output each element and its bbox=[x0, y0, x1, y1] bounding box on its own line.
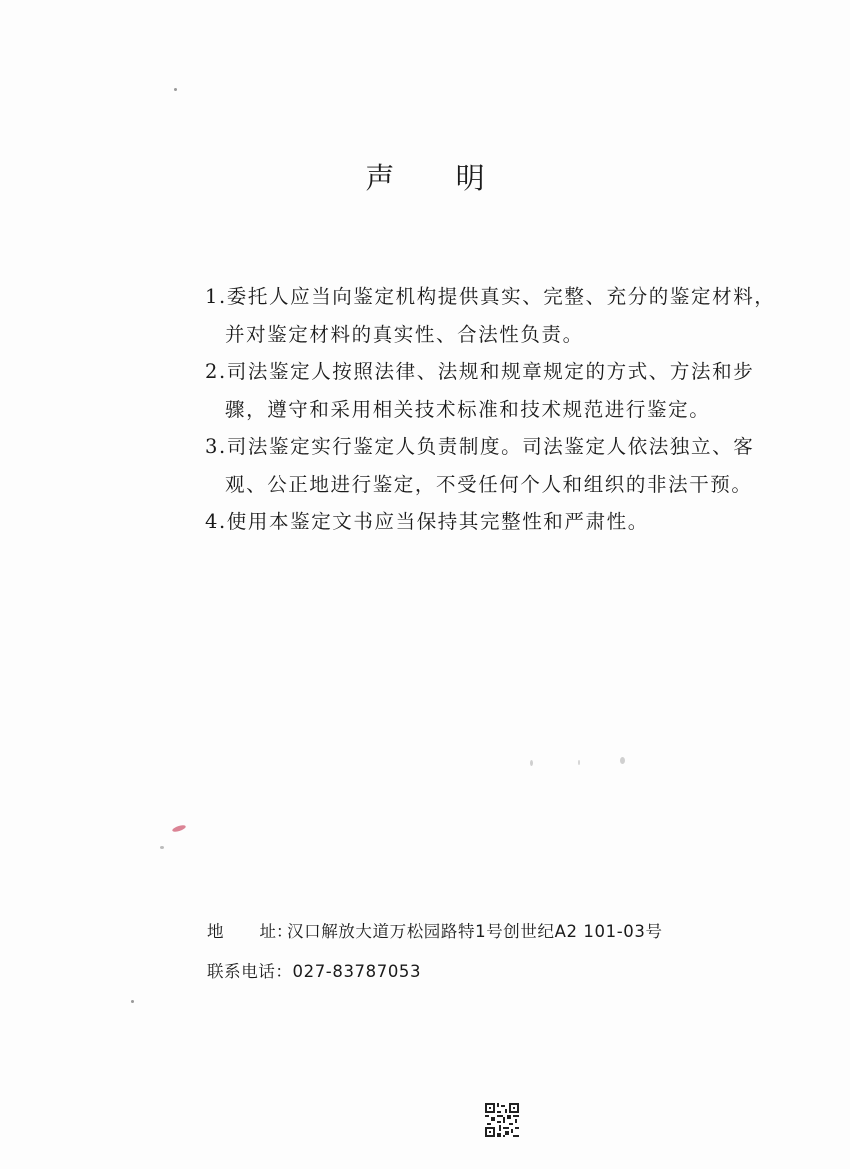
page-title: 声 明 bbox=[365, 161, 511, 195]
declaration-item-2-line-2: 骤，遵守和采用相关技术标准和技术规范进行鉴定。 bbox=[225, 397, 711, 421]
declaration-item-1 bbox=[205, 278, 776, 353]
declaration-item-1-line-1: 1.委托人应当向鉴定机构提供真实、完整、充分的鉴定材料， bbox=[205, 285, 776, 308]
declaration-item-4 bbox=[205, 503, 745, 541]
address-label bbox=[207, 918, 293, 942]
declaration-list bbox=[205, 278, 776, 541]
phone-value: 027-83787053 bbox=[292, 962, 422, 981]
declaration-item-2-line-1: 2.司法鉴定人按照法律、法规和规章规定的方式、方法和步 bbox=[205, 360, 755, 383]
phone-line bbox=[207, 958, 421, 982]
declaration-item-1-line-2: 并对鉴定材料的真实性、合法性负责。 bbox=[225, 322, 584, 346]
declaration-item-2 bbox=[205, 353, 755, 428]
scan-speck bbox=[131, 1000, 134, 1003]
qr-code-icon bbox=[485, 1103, 519, 1137]
phone-label: 联系电话： bbox=[207, 962, 293, 981]
declaration-item-3-line-1: 3.司法鉴定实行鉴定人负责制度。司法鉴定人依法独立、客 bbox=[205, 435, 755, 458]
scan-speck bbox=[578, 760, 580, 765]
scan-speck bbox=[620, 757, 625, 764]
scan-speck bbox=[174, 88, 177, 91]
declaration-item-3 bbox=[205, 428, 755, 503]
declaration-item-3-line-2: 观、公正地进行鉴定，不受任何个人和组织的非法干预。 bbox=[225, 472, 753, 496]
declaration-item-4-line-1: 4.使用本鉴定文书应当保持其完整性和严肃性。 bbox=[205, 510, 649, 533]
stamp-residue-mark bbox=[172, 824, 187, 833]
address-value: 汉口解放大道万松园路特1号创世纪A2 101-03号 bbox=[287, 922, 663, 941]
scan-speck bbox=[530, 760, 533, 766]
address-label-part-1: 地 bbox=[207, 922, 224, 941]
address-label-part-2: 址： bbox=[259, 922, 293, 941]
scan-speck bbox=[160, 846, 164, 849]
address-line bbox=[207, 918, 663, 942]
